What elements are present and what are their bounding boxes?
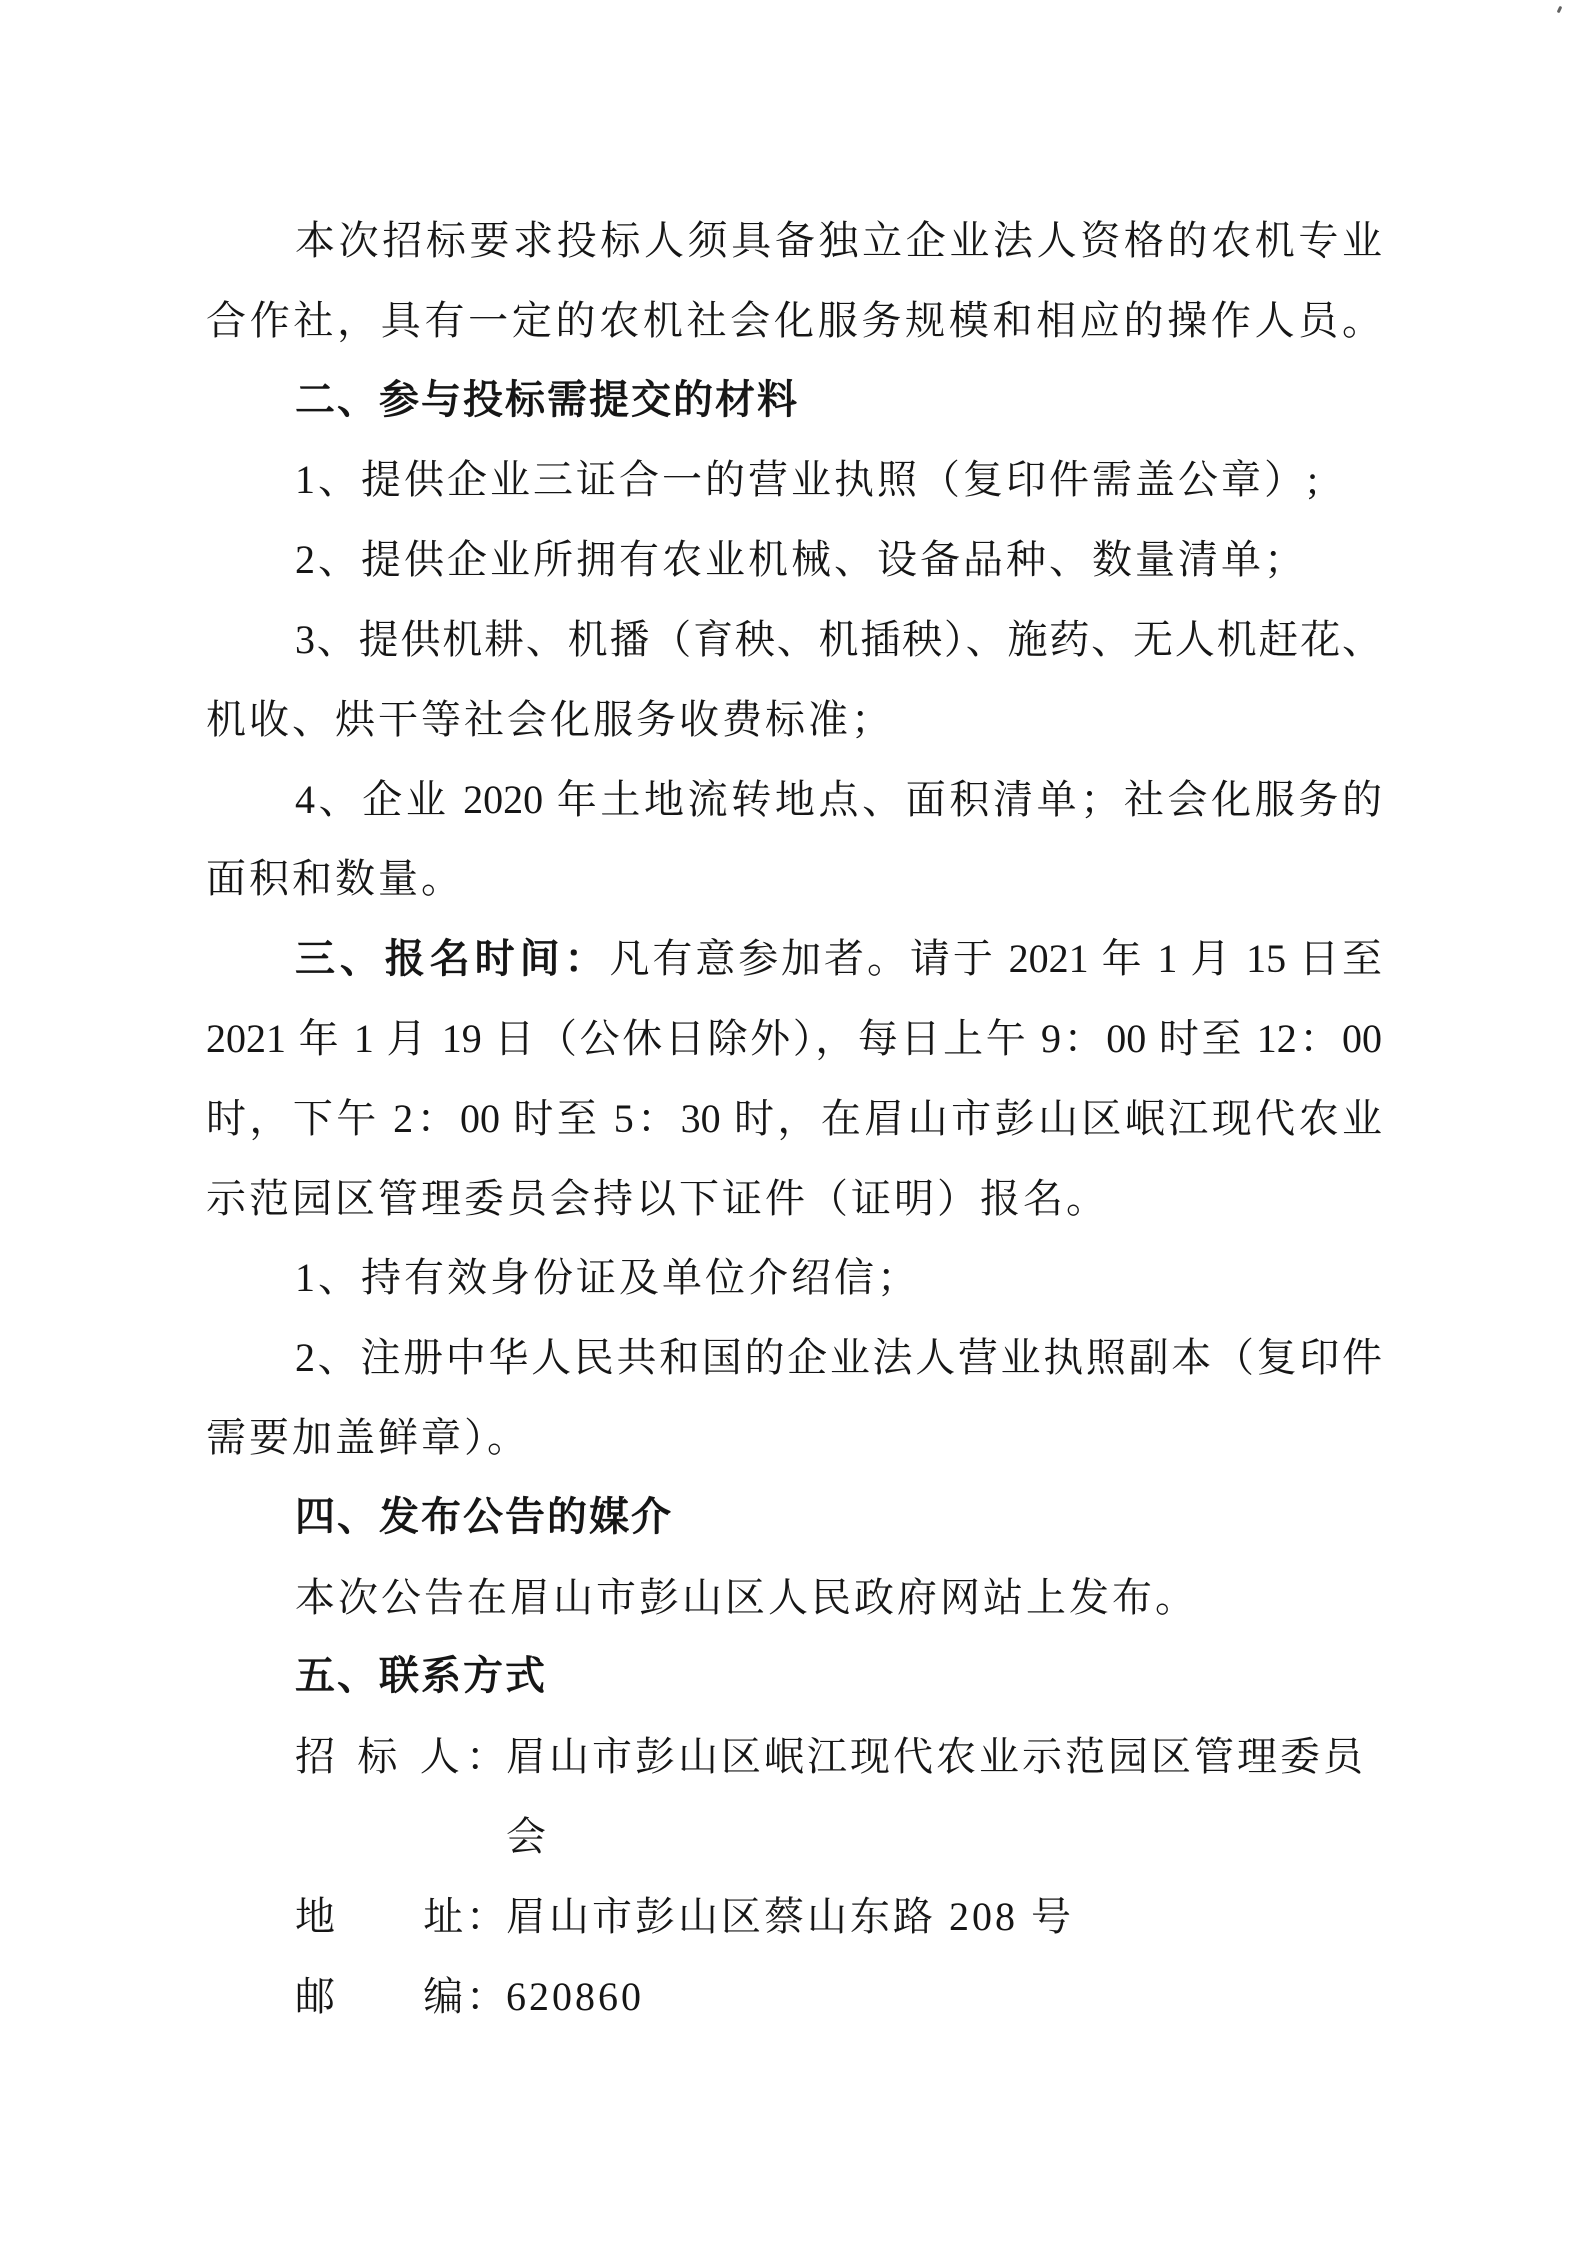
contact-label: 邮 编： — [295, 1973, 506, 2019]
paragraph-line — [206, 919, 1382, 999]
section-heading: 五、联系方式 — [295, 1653, 547, 1700]
section-heading: 三、报名时间： — [295, 936, 610, 983]
contact-row-postcode — [206, 1957, 1382, 2037]
paragraph-line: 本次公告在眉山市彭山区人民政府网站上发布。 — [295, 1574, 1198, 1620]
list-item: 3、提供机耕、机播（育秧、机插秧）、施药、无人机赶花、 — [295, 616, 1382, 662]
document-body — [206, 201, 1382, 2036]
list-item-continuation: 面积和数量。 — [206, 856, 464, 902]
contact-value: 620860 — [506, 1973, 644, 2019]
list-item: 2、注册中华人民共和国的企业法人营业执照副本（复印件 — [295, 1335, 1382, 1381]
list-item: 1、持有效身份证及单位介绍信； — [295, 1255, 920, 1301]
section-text: 凡有意参加者。请于 2021 年 1 月 15 日至 — [609, 936, 1382, 982]
contact-label: 地 址： — [295, 1893, 506, 1939]
contact-label: 招 标 人： — [295, 1734, 506, 1780]
list-item-continuation: 需要加盖鲜章）。 — [206, 1414, 530, 1460]
contact-value: 眉山市彭山区蔡山东路 208 号 — [506, 1893, 1074, 1939]
list-item: 1、提供企业三证合一的营业执照（复印件需盖公章）; — [295, 457, 1322, 503]
paragraph-line: 2021 年 1 月 19 日（公休日除外），每日上午 9：00 时至 12：00 — [206, 1015, 1382, 1061]
contact-row-tenderer — [206, 1717, 1382, 1797]
list-item-continuation: 机收、烘干等社会化服务收费标准； — [206, 696, 894, 742]
paragraph-line: 示范园区管理委员会持以下证件（证明）报名。 — [206, 1175, 1109, 1221]
section-heading: 四、发布公告的媒介 — [295, 1493, 673, 1540]
list-item: 4、企业 2020 年土地流转地点、面积清单；社会化服务的 — [295, 776, 1382, 822]
scan-mark — [1557, 6, 1563, 14]
contact-value-continuation: 会 — [506, 1813, 549, 1859]
paragraph-line: 合作社，具有一定的农机社会化服务规模和相应的操作人员。 — [206, 297, 1382, 343]
paragraph-line: 本次招标要求投标人须具备独立企业法人资格的农机专业 — [295, 218, 1382, 263]
contact-row-address — [206, 1877, 1382, 1957]
paragraph-line: 时，下午 2：00 时至 5：30 时，在眉山市彭山区岷江现代农业 — [206, 1095, 1382, 1141]
contact-value: 眉山市彭山区岷江现代农业示范园区管理委员 — [506, 1734, 1366, 1780]
list-item: 2、提供企业所拥有农业机械、设备品种、数量清单； — [295, 537, 1307, 583]
section-heading: 二、参与投标需提交的材料 — [295, 376, 799, 423]
